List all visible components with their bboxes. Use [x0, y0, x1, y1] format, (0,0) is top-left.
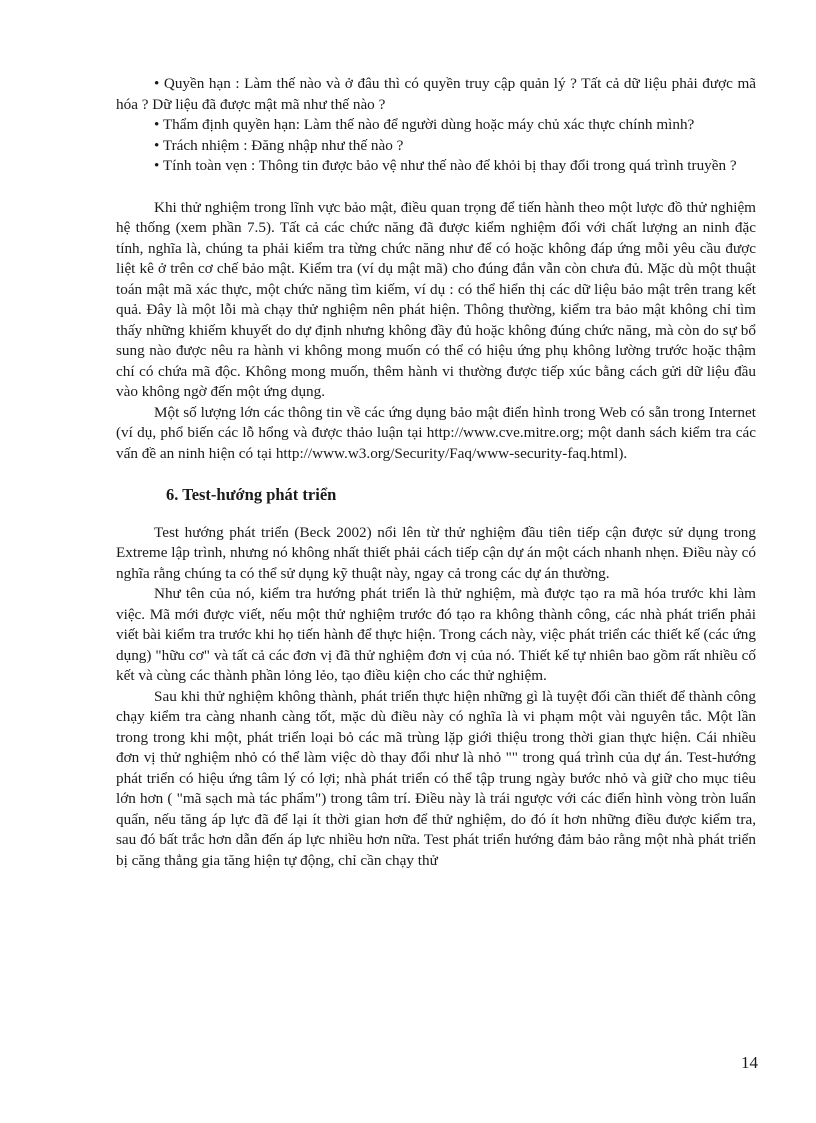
bullet-accountability: • Trách nhiệm : Đăng nhập như thế nào ?: [154, 136, 404, 154]
bullet-authentication: • Thẩm định quyền hạn: Làm thế nào để người dùng hoặc máy chủ xác thực chính mình?: [154, 116, 695, 133]
section-heading: 6. Test-hướng phát triển: [166, 485, 337, 504]
security-paragraph-1: Khi thử nghiệm trong lĩnh vực bảo mật, điều quan trọng để tiến hành theo một lược đồ thử nghiệm hệ thống (xem phần 7.5). Tất cả các chức năng đã được kiểm nghiệm đối với chất lượng an ninh đặc tính, nghĩa là, chúng ta phải kiểm tra từng chức năng như để có hoặc không đáp ứng mỗi yêu cầu được liệt kê ở trên cơ chế bảo mật. Kiểm tra (ví dụ mật mã) cho đúng đắn vẫn còn chưa đủ. Mặc dù một thuật toán mật mã xác thực, một chức năng tìm kiếm, ví dụ : có thể hiển thị các dữ liệu bảo mật trên trang kết quả. Đây là một lỗi mà chạy thử nghiệm nên phát hiện. Thông thường, kiểm tra bảo mật không chỉ tìm thấy những khiếm khuyết do dự định nhưng không đầy đủ hoặc không đúng chức năng, mà còn do sự bổ sung nào được nêu ra hành vi không mong muốn có thể có hiệu ứng phụ không lường trước hoặc thậm chí có chứa mã độc. Không mong muốn, thêm hành vi thường được tiếp xúc bằng cách gửi dữ liệu đầu vào không ngờ đến một ứng dụng.: [116, 198, 756, 400]
page-content: [116, 74, 756, 871]
bullet-integrity: • Tính toàn vẹn : Thông tin được bảo vệ như thế nào để khỏi bị thay đổi trong quá trình truyền ?: [154, 157, 737, 174]
bullet-authorization: • Quyền hạn : Làm thế nào và ở đâu thì có quyền truy cập quản lý ? Tất cả dữ liệu phải được mã hóa ? Dữ liệu đã được mật mã như thế nào ?: [116, 75, 756, 113]
paragraph-gap: [116, 177, 756, 198]
tdd-paragraph-2: Như tên của nó, kiểm tra hướng phát triển là thử nghiệm, mà được tạo ra mã hóa trước khi làm việc. Mã mới được viết, nếu một thử nghiệm trước đó tạo ra không thành công, các nhà phát triển phải viết bài kiểm tra trước khi họ tiến hành để thực hiện. Trong cách này, việc phát triển các thiết kế (các ứng dụng) "hữu cơ" và tất cả các đơn vị đã thử nghiệm đơn vị của nó. Thiết kế tự nhiên bao gồm rất nhiều cố kết và cùng các thành phần lỏng lẻo, tạo điều kiện cho các thử nghiệm.: [116, 585, 756, 684]
tdd-paragraph-3: Sau khi thử nghiệm không thành, phát triển thực hiện những gì là tuyệt đối cần thiết để thành công chạy kiểm tra càng nhanh càng tốt, mặc dù điều này có nghĩa là vi phạm một vài nguyên tắc. Một lần trong trong khi một, phát triển loại bỏ các mã trùng lặp giới thiệu trong thời gian thực hiện. Cái nhiều đơn vị thử nghiệm nhỏ có thể làm việc dò thay đổi như là nhỏ "" trong quá trình của dự án. Test-hướng phát triển có hiệu ứng tâm lý có lợi; nhà phát triển có thể tập trung ngày bước nhỏ và giữ cho mục tiêu lớn hơn ( "mã sạch mà tác phẩm") trong tâm trí. Điều này là trái ngược với các điển hình vòng tròn luẩn quẩn, nếu tăng áp lực đã để lại ít thời gian hơn để thử nghiệm, do đó ít hơn những điều được kiểm tra, sau đó bất trắc hơn dẫn đến áp lực nhiều hơn nữa. Test phát triển hướng đảm bảo rằng một nhà phát triển bị căng thẳng gia tăng hiện tự động, chỉ cần chạy thử: [116, 687, 756, 869]
tdd-paragraph-1: Test hướng phát triển (Beck 2002) nổi lên từ thử nghiệm đầu tiên tiếp cận được sử dụng trong Extreme lập trình, nhưng nó không nhất thiết phải cách tiếp cận dự án một cách nhanh nhẹn. Điều này có nghĩa rằng chúng ta có thể sử dụng kỹ thuật này, ngay cả trong các dự án thường.: [116, 523, 756, 582]
security-paragraph-2: Một số lượng lớn các thông tin về các ứng dụng bảo mật điển hình trong Web có sẵn trong Internet (ví dụ, phổ biến các lỗ hổng và được thảo luận tại http://www.cve.mitre.org; một danh sách kiểm tra các vấn đề an ninh hiện có tại http://www.w3.org/Security/Faq/www-security-faq.html).: [116, 403, 756, 462]
page-number: 14: [741, 1053, 758, 1072]
